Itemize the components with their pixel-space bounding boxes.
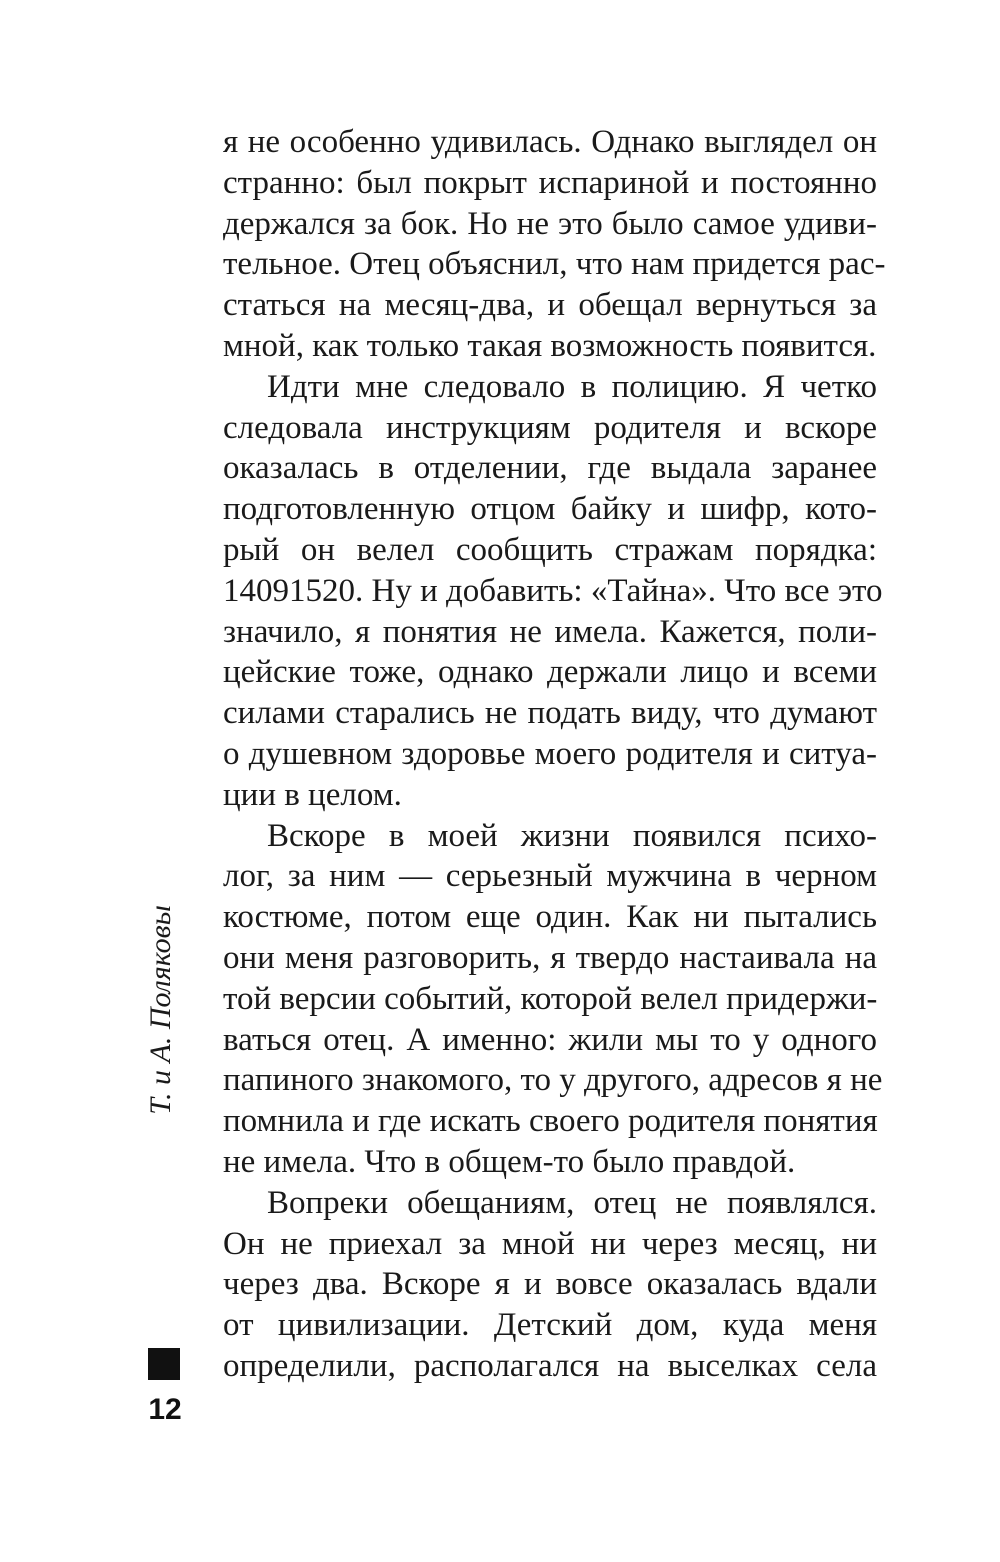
text-line: значило, я понятия не имела. Кажется, поли- <box>223 613 877 650</box>
text-line: я не особенно удивилась. Однако выглядел он <box>223 124 877 160</box>
text-line: определили, располагался на выселках села <box>223 1347 877 1384</box>
running-head-author: Т. и А. Поляковы <box>144 905 177 1115</box>
text-line: Вопреки обещаниям, отец не появлялся. <box>267 1184 877 1221</box>
text-line: Он не приехал за мной ни через месяц, ни <box>223 1225 877 1262</box>
text-line: статься на месяц-два, и обещал вернуться за <box>223 287 877 324</box>
text-line: подготовленную отцом байку и шифр, кото- <box>223 491 877 528</box>
text-line: через два. Вскоре я и вовсе оказалась вдали <box>223 1266 877 1303</box>
text-line: костюме, потом еще один. Как ни пытались <box>223 899 877 936</box>
text-line: Идти мне следовало в полицию. Я четко <box>267 368 877 405</box>
text-line: держался за бок. Но не это было самое удиви- <box>223 205 877 242</box>
text-line: цейские тоже, однако держали лицо и всеми <box>223 654 877 691</box>
text-line: странно: был покрыт испариной и постоянно <box>223 164 877 201</box>
text-line: помнила и где искать своего родителя понятия <box>223 1103 878 1140</box>
text-line: Вскоре в моей жизни появился психо- <box>267 817 877 854</box>
text-line: они меня разговорить, я твердо настаивала на <box>223 939 877 976</box>
text-line: не имела. Что в общем-то было правдой. <box>223 1143 796 1180</box>
body-text <box>223 122 886 1387</box>
folio-square-marker <box>148 1348 180 1380</box>
text-line: о душевном здоровье моего родителя и ситуа- <box>223 735 877 772</box>
text-line: той версии событий, которой велел придержи- <box>223 980 878 1017</box>
text-line: тельное. Отец объяснил, что нам придется рас- <box>223 246 886 283</box>
text-line: от цивилизации. Детский дом, куда меня <box>223 1307 877 1344</box>
text-line: рый он велел сообщить стражам порядка: <box>223 531 877 568</box>
text-line: мной, как только такая возможность появится. <box>223 327 877 364</box>
text-line: лог, за ним — серьезный мужчина в черном <box>223 858 877 895</box>
text-line: ваться отец. А именно: жили мы то у одного <box>223 1021 877 1058</box>
text-line: папиного знакомого, то у другого, адресов я не <box>223 1062 883 1099</box>
text-line: следовала инструкциям родителя и вскоре <box>223 409 877 446</box>
text-line: оказалась в отделении, где выдала заранее <box>223 450 877 487</box>
page-number: 12 <box>148 1393 182 1426</box>
text-line: 14091520. Ну и добавить: «Тайна». Что все это <box>223 572 883 609</box>
text-line: силами старались не подать виду, что думают <box>223 695 877 732</box>
text-line: ции в целом. <box>223 776 402 813</box>
